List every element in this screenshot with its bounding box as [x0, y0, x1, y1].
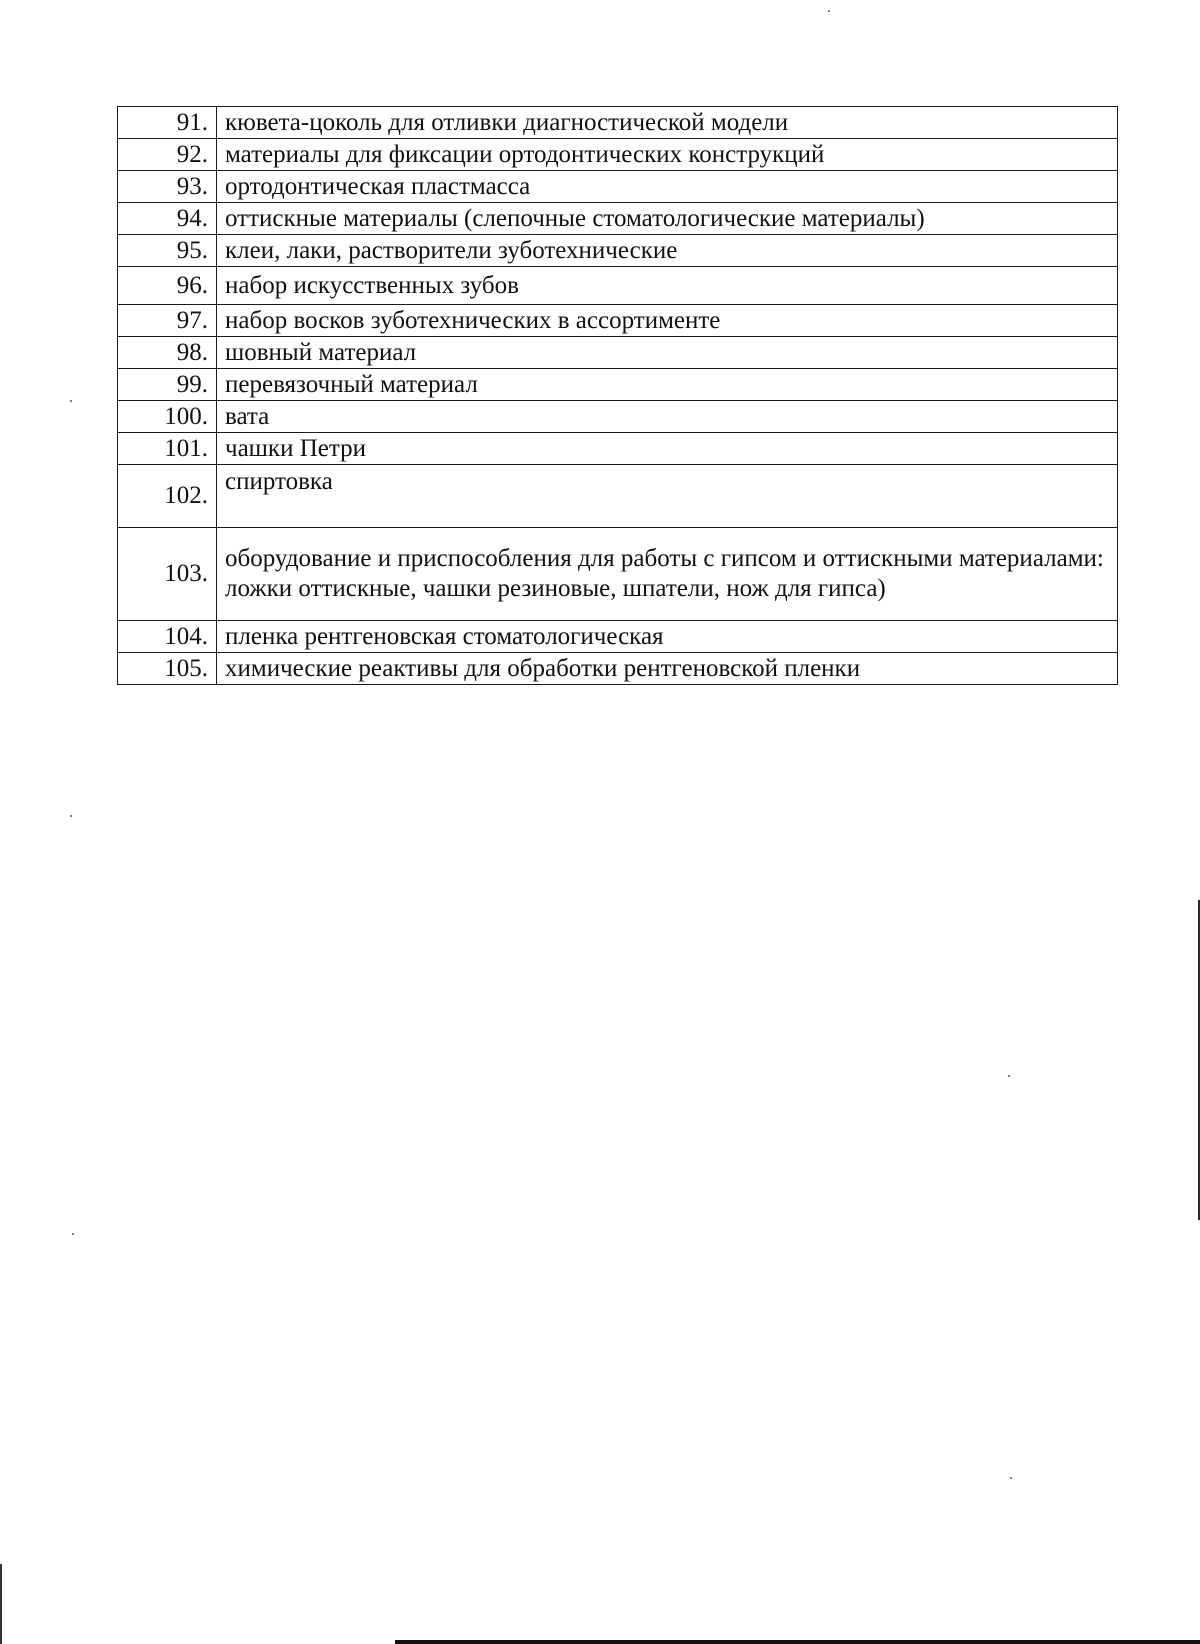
table-row	[118, 369, 1118, 401]
table-row	[118, 528, 1118, 621]
row-number: 100.	[118, 401, 217, 433]
row-text: набор восков зуботехнических в ассортименте	[217, 305, 1118, 337]
row-text: оборудование и приспособления для работы с гипсом и оттискными материалами: ложки оттискные, чашки резиновые, шпатели, нож для гипса)	[217, 528, 1118, 621]
row-text: ортодонтическая пластмасса	[217, 171, 1118, 203]
table-row	[118, 621, 1118, 653]
row-number: 99.	[118, 369, 217, 401]
table-row	[118, 267, 1118, 305]
table-row	[118, 401, 1118, 433]
row-number: 105.	[118, 653, 217, 685]
row-text: кювета-цоколь для отливки диагностической модели	[217, 107, 1118, 139]
table-row	[118, 465, 1118, 528]
row-text: оттискные материалы (слепочные стоматологические материалы)	[217, 203, 1118, 235]
row-number: 102.	[118, 465, 217, 528]
table-row	[118, 139, 1118, 171]
table-row	[118, 107, 1118, 139]
scan-speck	[70, 815, 72, 817]
row-number: 93.	[118, 171, 217, 203]
table-row	[118, 433, 1118, 465]
supplies-table	[117, 106, 1118, 685]
row-number: 103.	[118, 528, 217, 621]
row-text: шовный материал	[217, 337, 1118, 369]
row-text: клеи, лаки, растворители зуботехнические	[217, 235, 1118, 267]
row-number: 101.	[118, 433, 217, 465]
table-row	[118, 235, 1118, 267]
row-text: пленка рентгеновская стоматологическая	[217, 621, 1118, 653]
row-number: 97.	[118, 305, 217, 337]
scan-speck	[1008, 1075, 1010, 1077]
table-row	[118, 203, 1118, 235]
scan-speck	[70, 400, 72, 402]
scan-edge-bottom	[395, 1640, 1200, 1644]
row-number: 96.	[118, 267, 217, 305]
row-number: 92.	[118, 139, 217, 171]
scan-speck	[1010, 1477, 1012, 1479]
row-text: материалы для фиксации ортодонтических конструкций	[217, 139, 1118, 171]
row-text: перевязочный материал	[217, 369, 1118, 401]
table-row	[118, 305, 1118, 337]
scan-speck	[828, 10, 830, 12]
table-row	[118, 653, 1118, 685]
row-number: 94.	[118, 203, 217, 235]
row-text: чашки Петри	[217, 433, 1118, 465]
row-text: вата	[217, 401, 1118, 433]
scan-edge-bottom-left	[0, 1564, 2, 1644]
table-row	[118, 171, 1118, 203]
row-number: 91.	[118, 107, 217, 139]
row-number: 98.	[118, 337, 217, 369]
row-text: спиртовка	[217, 465, 1118, 528]
row-text: химические реактивы для обработки рентгеновской пленки	[217, 653, 1118, 685]
row-number: 104.	[118, 621, 217, 653]
table-row	[118, 337, 1118, 369]
scan-speck	[72, 1233, 74, 1235]
row-text: набор искусственных зубов	[217, 267, 1118, 305]
row-number: 95.	[118, 235, 217, 267]
